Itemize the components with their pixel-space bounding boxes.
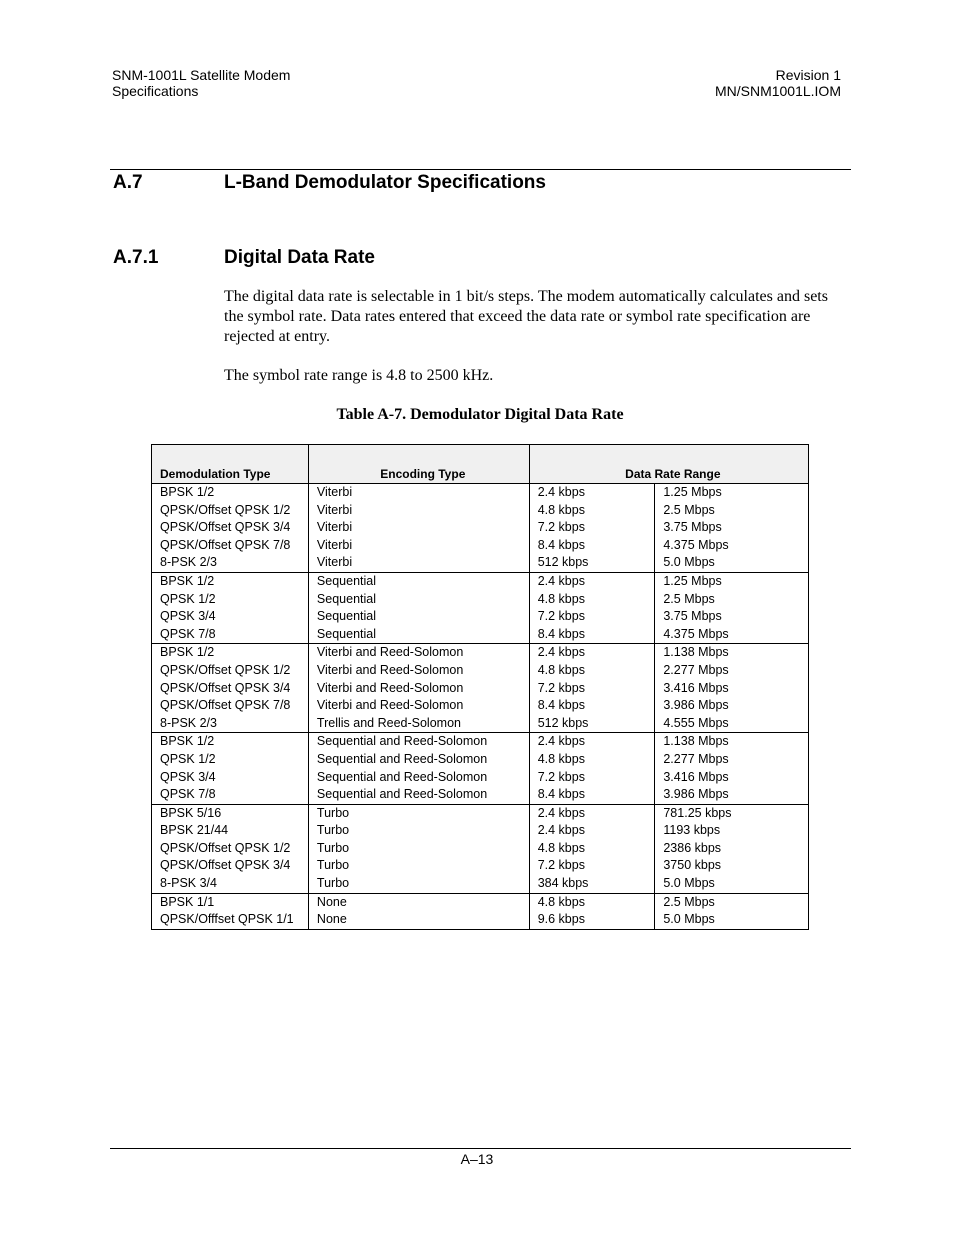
cell-line: 5.0 Mbps xyxy=(663,912,715,927)
demodulation-type-cell xyxy=(152,804,309,893)
cell-line: QPSK 1/2 xyxy=(160,591,216,606)
cell-line: 8.4 kbps xyxy=(537,537,585,552)
cell-line: QPSK 3/4 xyxy=(160,769,216,784)
section-number: A.7 xyxy=(113,172,143,193)
cell-line: Sequential xyxy=(316,573,376,588)
encoding-type-cell xyxy=(308,644,529,733)
cell-line: 1.138 Mbps xyxy=(663,645,729,660)
cell-line: 1193 kbps xyxy=(663,823,721,838)
cell-line: Viterbi and Reed-Solomon xyxy=(316,645,464,660)
rate-min-cell xyxy=(529,644,655,733)
cell-line: 4.375 Mbps xyxy=(663,537,729,552)
cell-line: Turbo xyxy=(316,823,350,838)
running-header-left xyxy=(112,67,290,99)
rate-min-cell xyxy=(529,733,655,804)
cell-line: Sequential and Reed-Solomon xyxy=(316,751,488,766)
cell-line: 3.986 Mbps xyxy=(663,698,729,713)
cell-line: QPSK/Offset QPSK 1/2 xyxy=(160,502,291,517)
cell-line: 2.5 Mbps xyxy=(663,894,715,909)
cell-line: 2.4 kbps xyxy=(537,573,585,588)
cell-line: 1.138 Mbps xyxy=(663,734,729,749)
table-header-row xyxy=(152,445,809,484)
cell-line: Viterbi xyxy=(316,555,353,570)
cell-line: Viterbi and Reed-Solomon xyxy=(316,698,464,713)
rate-max-cell xyxy=(655,804,809,893)
cell-line: BPSK 1/2 xyxy=(160,485,215,499)
cell-line: 7.2 kbps xyxy=(537,609,585,624)
cell-line: 2.4 kbps xyxy=(537,823,585,838)
cell-line: 8.4 kbps xyxy=(537,698,585,713)
cell-line: 3.416 Mbps xyxy=(663,769,729,784)
cell-line: 2.5 Mbps xyxy=(663,502,715,517)
cell-line: 8-PSK 2/3 xyxy=(160,715,217,730)
cell-line: 5.0 Mbps xyxy=(663,876,715,891)
cell-line: 7.2 kbps xyxy=(537,520,585,535)
cell-line: 4.8 kbps xyxy=(537,751,585,766)
cell-line: Sequential and Reed-Solomon xyxy=(316,734,488,749)
cell-line: 512 kbps xyxy=(537,715,589,730)
data-rate-table xyxy=(151,444,809,930)
paragraph-data-rate: The digital data rate is selectable in 1 bit/s steps. The modem automatically calculates and sets the symbol rate. Data rates entered that exceed the data rate or symbol rate specification are rejected at entry. xyxy=(224,288,828,345)
rate-max-cell xyxy=(655,893,809,929)
cell-line: Turbo xyxy=(316,876,350,891)
cell-line: 3.75 Mbps xyxy=(663,520,722,535)
demodulation-type-cell xyxy=(152,893,309,929)
revision-label: Revision 1 xyxy=(775,67,841,83)
document-number: MN/SNM1001L.IOM xyxy=(714,83,841,99)
cell-line: 2.5 Mbps xyxy=(663,591,715,606)
cell-line: BPSK 1/1 xyxy=(160,894,215,909)
cell-line: QPSK/Offfset QPSK 1/1 xyxy=(160,912,294,927)
cell-line: 4.8 kbps xyxy=(537,591,585,606)
cell-line: Sequential xyxy=(316,609,376,624)
rate-min-cell xyxy=(529,484,655,573)
header-divider xyxy=(110,169,851,170)
encoding-type-cell xyxy=(308,893,529,929)
cell-line: Turbo xyxy=(316,858,350,873)
cell-line: 2.4 kbps xyxy=(537,734,585,749)
cell-line: 8.4 kbps xyxy=(537,787,585,802)
cell-line: Viterbi xyxy=(316,485,353,499)
cell-line: Turbo xyxy=(316,805,350,820)
cell-line: Viterbi xyxy=(316,502,353,517)
table-caption: Table A-7. Demodulator Digital Data Rate xyxy=(336,406,624,423)
chapter-name: Specifications xyxy=(112,83,199,99)
table-row xyxy=(152,893,809,929)
cell-line: 3.75 Mbps xyxy=(663,609,722,624)
cell-line: 7.2 kbps xyxy=(537,680,585,695)
cell-line: 384 kbps xyxy=(537,876,589,891)
cell-line: QPSK 7/8 xyxy=(160,787,216,802)
cell-line: None xyxy=(316,912,347,927)
rate-max-cell xyxy=(655,644,809,733)
cell-line: QPSK 7/8 xyxy=(160,626,216,641)
demodulation-type-cell xyxy=(152,733,309,804)
cell-line: QPSK/Offset QPSK 3/4 xyxy=(160,520,291,535)
column-header-demodulation: Demodulation Type xyxy=(152,445,309,484)
cell-line: 8.4 kbps xyxy=(537,626,585,641)
cell-line: QPSK/Offset QPSK 1/2 xyxy=(160,662,291,677)
cell-line: BPSK 1/2 xyxy=(160,734,215,749)
running-header-right xyxy=(715,67,841,99)
column-header-encoding: Encoding Type xyxy=(308,445,529,484)
cell-line: Turbo xyxy=(316,840,350,855)
cell-line: 4.8 kbps xyxy=(537,840,585,855)
cell-line: Sequential xyxy=(316,591,376,606)
column-header-data-rate: Data Rate Range xyxy=(529,445,808,484)
page-number: A–13 xyxy=(460,1151,494,1167)
cell-line: 9.6 kbps xyxy=(537,912,585,927)
cell-line: QPSK/Offset QPSK 1/2 xyxy=(160,840,291,855)
demodulation-type-cell xyxy=(152,644,309,733)
cell-line: 7.2 kbps xyxy=(537,858,585,873)
cell-line: 8-PSK 3/4 xyxy=(160,876,217,891)
cell-line: Viterbi and Reed-Solomon xyxy=(316,680,464,695)
encoding-type-cell xyxy=(308,733,529,804)
cell-line: QPSK/Offset QPSK 3/4 xyxy=(160,858,291,873)
table-row xyxy=(152,484,809,573)
paragraph-symbol-rate: The symbol rate range is 4.8 to 2500 kHz. xyxy=(224,367,494,384)
rate-min-cell xyxy=(529,893,655,929)
footer-divider xyxy=(110,1148,851,1149)
cell-line: 512 kbps xyxy=(537,555,589,570)
rate-max-cell xyxy=(655,572,809,643)
subsection-title: Digital Data Rate xyxy=(224,247,375,268)
cell-line: Sequential xyxy=(316,626,376,641)
cell-line: Sequential and Reed-Solomon xyxy=(316,787,488,802)
cell-line: QPSK/Offset QPSK 7/8 xyxy=(160,537,291,552)
manual-title: SNM-1001L Satellite Modem xyxy=(112,67,291,83)
table-row xyxy=(152,733,809,804)
cell-line: QPSK/Offset QPSK 7/8 xyxy=(160,698,291,713)
cell-line: 4.375 Mbps xyxy=(663,626,729,641)
cell-line: 2.4 kbps xyxy=(537,645,585,660)
cell-line: 1.25 Mbps xyxy=(663,485,722,499)
cell-line: BPSK 1/2 xyxy=(160,573,215,588)
rate-min-cell xyxy=(529,572,655,643)
encoding-type-cell xyxy=(308,484,529,573)
demodulation-type-cell xyxy=(152,484,309,573)
cell-line: 3750 kbps xyxy=(663,858,722,873)
cell-line: 2.4 kbps xyxy=(537,805,585,820)
rate-max-cell xyxy=(655,484,809,573)
cell-line: 4.8 kbps xyxy=(537,894,585,909)
cell-line: 8-PSK 2/3 xyxy=(160,555,217,570)
cell-line: 3.986 Mbps xyxy=(663,787,729,802)
cell-line: 781.25 kbps xyxy=(663,805,732,820)
rate-min-cell xyxy=(529,804,655,893)
table-row xyxy=(152,644,809,733)
cell-line: 4.555 Mbps xyxy=(663,715,729,730)
cell-line: BPSK 1/2 xyxy=(160,645,215,660)
cell-line: QPSK 3/4 xyxy=(160,609,216,624)
cell-line: 2386 kbps xyxy=(663,840,722,855)
cell-line: 2.277 Mbps xyxy=(663,751,729,766)
cell-line: BPSK 5/16 xyxy=(160,805,222,820)
subsection-number: A.7.1 xyxy=(113,247,159,268)
cell-line: Trellis and Reed-Solomon xyxy=(316,715,461,730)
rate-max-cell xyxy=(655,733,809,804)
table-row xyxy=(152,804,809,893)
cell-line: QPSK/Offset QPSK 3/4 xyxy=(160,680,291,695)
cell-line: 3.416 Mbps xyxy=(663,680,729,695)
section-title: L-Band Demodulator Specifications xyxy=(224,172,546,193)
cell-line: 2.277 Mbps xyxy=(663,662,729,677)
table-row xyxy=(152,572,809,643)
cell-line: Sequential and Reed-Solomon xyxy=(316,769,488,784)
cell-line: 5.0 Mbps xyxy=(663,555,715,570)
encoding-type-cell xyxy=(308,572,529,643)
cell-line: BPSK 21/44 xyxy=(160,823,229,838)
cell-line: 2.4 kbps xyxy=(537,485,585,499)
cell-line: 1.25 Mbps xyxy=(663,573,722,588)
encoding-type-cell xyxy=(308,804,529,893)
demodulation-type-cell xyxy=(152,572,309,643)
cell-line: 7.2 kbps xyxy=(537,769,585,784)
cell-line: None xyxy=(316,894,347,909)
cell-line: Viterbi xyxy=(316,520,353,535)
cell-line: Viterbi and Reed-Solomon xyxy=(316,662,464,677)
cell-line: 4.8 kbps xyxy=(537,502,585,517)
cell-line: Viterbi xyxy=(316,537,353,552)
cell-line: QPSK 1/2 xyxy=(160,751,216,766)
table-body xyxy=(152,484,809,930)
cell-line: 4.8 kbps xyxy=(537,662,585,677)
